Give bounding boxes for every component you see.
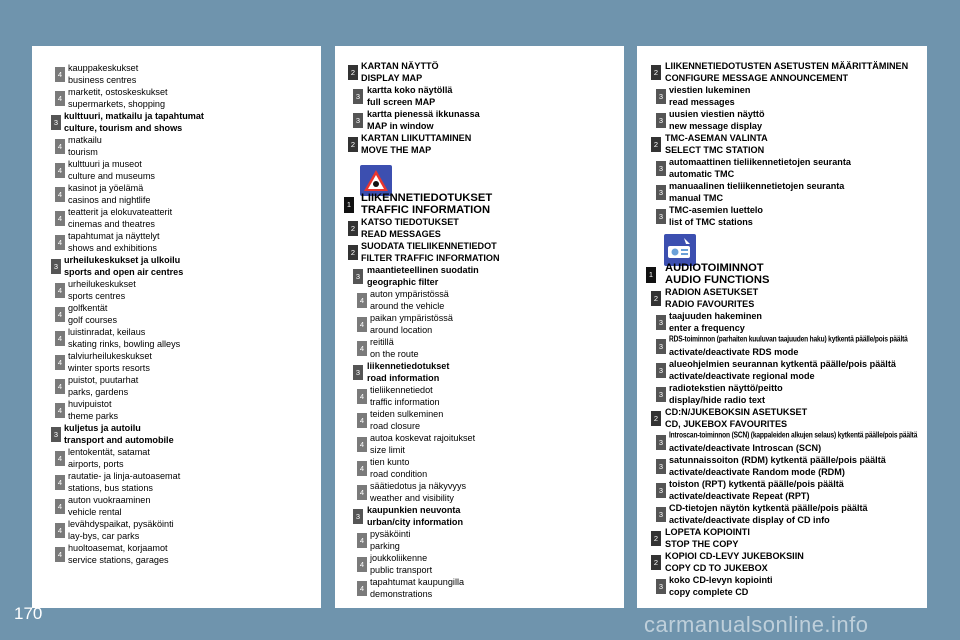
level-badge: 1 [344, 197, 354, 213]
level-badge: 3 [656, 339, 666, 354]
entry-text-english: enter a frequency [669, 323, 745, 333]
entry-text-english: copy complete CD [669, 587, 749, 597]
level-badge: 4 [55, 211, 65, 226]
entry-text-english: sports centres [68, 291, 126, 301]
watermark: carmanualsonline.info [644, 612, 869, 637]
entry-text-local: huvipuistot [68, 399, 112, 409]
menu-entry-level-3 [32, 254, 321, 278]
entry-text-local: automaattinen tieliikennetietojen seuranta [669, 157, 851, 167]
entry-text-english: on the route [370, 349, 419, 359]
menu-entry-level-3 [637, 156, 927, 180]
entry-text-english: RADIO FAVOURITES [665, 299, 755, 309]
menu-entry-level-4 [335, 552, 624, 576]
entry-text-local: auton vuokraaminen [68, 495, 151, 505]
menu-entry-level-2 [335, 216, 624, 240]
menu-entry-level-3 [335, 504, 624, 528]
entry-text-english: culture and museums [68, 171, 155, 181]
menu-entry-level-2 [637, 286, 927, 310]
entry-text-local: paikan ympäristössä [370, 313, 453, 323]
level-badge: 4 [55, 547, 65, 562]
menu-entry-level-4 [32, 158, 321, 182]
level-badge: 3 [353, 89, 363, 104]
menu-entry-level-3 [637, 310, 927, 334]
menu-entry-level-3 [637, 478, 927, 502]
entry-text-english: culture, tourism and shows [64, 123, 183, 133]
entry-text-local: KOPIOI CD-LEVY JUKEBOKSIIN [665, 551, 804, 561]
entry-text-local: KARTAN NÄYTTÖ [361, 61, 439, 71]
level-badge: 3 [353, 269, 363, 284]
entry-text-english: tourism [68, 147, 98, 157]
entry-text-local: luistinradat, keilaus [68, 327, 146, 337]
entry-text-local: kartta koko näytöllä [367, 85, 453, 95]
entry-text-local: SUODATA TIELIIKENNETIEDOT [361, 241, 497, 251]
entry-text-english: supermarkets, shopping [68, 99, 166, 109]
menu-entry-level-4 [32, 206, 321, 230]
entry-text-english: activate/deactivate Repeat (RPT) [669, 491, 810, 501]
entry-text-local: matkailu [68, 135, 102, 145]
level-badge: 2 [348, 245, 358, 260]
level-badge: 4 [357, 413, 367, 428]
entry-text-local: LOPETA KOPIOINTI [665, 527, 750, 537]
menu-entry-level-4 [335, 408, 624, 432]
level-badge: 4 [55, 499, 65, 514]
entry-text-local: tapahtumat kaupungilla [370, 577, 465, 587]
entry-text-local: teatterit ja elokuvateatterit [68, 207, 173, 217]
entry-text-english: around the vehicle [370, 301, 445, 311]
entry-text-local: kuljetus ja autoilu [64, 423, 141, 433]
entry-text-local: koko CD-levyn kopiointi [669, 575, 773, 585]
entry-text-local: urheilukeskukset [68, 279, 136, 289]
entry-text-local: kasinot ja yöelämä [68, 183, 144, 193]
menu-entry-level-4 [32, 542, 321, 566]
menu-entry-level-2 [637, 526, 927, 550]
entry-text-english: activate/deactivate Random mode (RDM) [669, 467, 845, 477]
level-badge: 4 [55, 67, 65, 82]
entry-text-local: joukkoliikenne [370, 553, 428, 563]
entry-text-english: CONFIGURE MESSAGE ANNOUNCEMENT [665, 73, 849, 83]
entry-text-english: MAP in window [367, 121, 434, 131]
entry-text-local: reitillä [370, 337, 394, 347]
level-badge: 4 [55, 331, 65, 346]
entry-text-english: casinos and nightlife [68, 195, 151, 205]
menu-entry-level-3 [335, 360, 624, 384]
entry-text-english: vehicle rental [68, 507, 122, 517]
entry-text-english: activate/deactivate display of CD info [669, 515, 830, 525]
page-number: 170 [14, 604, 43, 623]
entry-text-local: kartta pienessä ikkunassa [367, 109, 480, 119]
level-badge: 3 [51, 115, 61, 130]
entry-text-local: CD-tietojen näytön kytkentä päälle/pois päältä [669, 503, 868, 513]
entry-text-english: theme parks [68, 411, 119, 421]
entry-text-english: READ MESSAGES [361, 229, 441, 239]
menu-entry-level-3 [637, 358, 927, 382]
level-badge: 4 [357, 485, 367, 500]
menu-entry-level-4 [32, 494, 321, 518]
menu-entry-level-4 [335, 288, 624, 312]
level-badge: 3 [656, 363, 666, 378]
entry-text-english: geographic filter [367, 277, 439, 287]
level-badge: 4 [357, 341, 367, 356]
menu-entry-level-3 [335, 264, 624, 288]
entry-text-local: KATSO TIEDOTUKSET [361, 217, 459, 227]
entry-text-english: public transport [370, 565, 433, 575]
menu-entry-level-2 [335, 60, 624, 84]
level-badge: 4 [55, 91, 65, 106]
entry-text-local: kulttuuri ja museot [68, 159, 142, 169]
entry-text-english: SELECT TMC STATION [665, 145, 765, 155]
menu-entry-level-2 [637, 132, 927, 156]
entry-text-local: LIIKENNETIEDOTUSTEN ASETUSTEN MÄÄRITTÄMINEN [665, 61, 909, 71]
entry-text-local: puistot, puutarhat [68, 375, 139, 385]
level-badge: 1 [646, 267, 656, 283]
entry-text-english: size limit [370, 445, 405, 455]
level-badge: 2 [651, 411, 661, 426]
level-badge: 4 [55, 451, 65, 466]
level-badge: 4 [357, 461, 367, 476]
entry-text-local: säätiedotus ja näkyvyys [370, 481, 467, 491]
entry-text-english: manual TMC [669, 193, 724, 203]
section-audio-functions [637, 262, 927, 286]
level-badge: 2 [348, 65, 358, 80]
level-badge: 4 [55, 475, 65, 490]
level-badge: 4 [55, 379, 65, 394]
menu-entry-level-4 [32, 182, 321, 206]
entry-text-local: levähdyspaikat, pysäköinti [68, 519, 174, 529]
entry-text-local: RDS-toiminnon (parhaiten kuuluvan taajuuden haku) kytkentä päälle/pois päältä [669, 334, 908, 344]
menu-entry-level-2 [637, 406, 927, 430]
menu-list-col3 [637, 286, 927, 598]
level-badge: 3 [656, 483, 666, 498]
menu-entry-level-4 [335, 456, 624, 480]
entry-text-english: skating rinks, bowling alleys [68, 339, 181, 349]
entry-text-local: alueohjelmien seurannan kytkentä päälle/pois päältä [669, 359, 896, 369]
entry-text-english: road condition [370, 469, 428, 479]
entry-text-english: read messages [669, 97, 735, 107]
level-badge: 4 [55, 163, 65, 178]
entry-text-local: toiston (RPT) kytkentä päälle/pois päältä [669, 479, 844, 489]
entry-text-local: maantieteellinen suodatin [367, 265, 479, 275]
entry-text-english: service stations, garages [68, 555, 169, 565]
entry-text-local: autoa koskevat rajoitukset [370, 433, 476, 443]
menu-entry-level-3 [32, 422, 321, 446]
menu-entry-level-4 [32, 302, 321, 326]
entry-text-english: FILTER TRAFFIC INFORMATION [361, 253, 500, 263]
level-badge: 3 [656, 89, 666, 104]
section-heading [637, 262, 927, 286]
menu-entry-level-3 [637, 204, 927, 228]
menu-entry-level-3 [637, 454, 927, 478]
entry-text-english: list of TMC stations [669, 217, 753, 227]
entry-text-english: traffic information [370, 397, 440, 407]
menu-entry-level-3 [637, 84, 927, 108]
level-badge: 2 [651, 65, 661, 80]
entry-text-english: lay-bys, car parks [68, 531, 140, 541]
entry-text-english: golf courses [68, 315, 118, 325]
entry-text-local: liikennetiedotukset [367, 361, 450, 371]
entry-text-english: shows and exhibitions [68, 243, 157, 253]
menu-list-col2-top [335, 60, 624, 156]
menu-panel-left [32, 46, 321, 608]
entry-text-local: golfkentät [68, 303, 108, 313]
entry-text-local: teiden sulkeminen [370, 409, 444, 419]
level-badge: 4 [55, 139, 65, 154]
entry-text-local: kauppakeskukset [68, 63, 139, 73]
entry-text-english: winter sports resorts [68, 363, 150, 373]
entry-text-english: AUDIO FUNCTIONS [665, 274, 770, 286]
level-badge: 2 [348, 221, 358, 236]
entry-text-english: transport and automobile [64, 435, 174, 445]
level-badge: 3 [656, 161, 666, 176]
entry-text-local: manuaalinen tieliikennetietojen seuranta [669, 181, 845, 191]
entry-text-local: auton ympäristössä [370, 289, 449, 299]
menu-panel-middle [335, 46, 624, 608]
menu-entry-level-4 [32, 326, 321, 350]
entry-text-local: viestien lukeminen [669, 85, 751, 95]
entry-text-english: full screen MAP [367, 97, 436, 107]
entry-text-english: STOP THE COPY [665, 539, 739, 549]
entry-text-local: kaupunkien neuvonta [367, 505, 461, 515]
menu-entry-level-3 [335, 84, 624, 108]
menu-entry-level-4 [32, 134, 321, 158]
entry-text-english: automatic TMC [669, 169, 735, 179]
level-badge: 3 [656, 579, 666, 594]
level-badge: 4 [55, 403, 65, 418]
level-badge: 3 [656, 209, 666, 224]
menu-entry-level-3 [637, 502, 927, 526]
menu-entry-level-4 [32, 62, 321, 86]
menu-entry-level-3 [335, 108, 624, 132]
level-badge: 3 [353, 365, 363, 380]
entry-text-english: MOVE THE MAP [361, 145, 432, 155]
menu-entry-level-4 [335, 480, 624, 504]
entry-text-local: lentokentät, satamat [68, 447, 150, 457]
entry-text-english: business centres [68, 75, 137, 85]
level-badge: 3 [353, 509, 363, 524]
level-badge: 2 [651, 291, 661, 306]
level-badge: 4 [357, 581, 367, 596]
menu-entry-level-2 [637, 550, 927, 574]
menu-entry-level-4 [32, 398, 321, 422]
entry-text-local: KARTAN LIIKUTTAMINEN [361, 133, 472, 143]
level-badge: 3 [353, 113, 363, 128]
entry-text-english: activate/deactivate Introscan (SCN) [669, 443, 822, 453]
menu-entry-level-3 [32, 110, 321, 134]
entry-text-english: cinemas and theatres [68, 219, 155, 229]
entry-text-english: stations, bus stations [68, 483, 153, 493]
menu-entry-level-3 [637, 180, 927, 204]
entry-text-english: weather and visibility [370, 493, 454, 503]
menu-entry-level-4 [32, 518, 321, 542]
level-badge: 4 [357, 533, 367, 548]
entry-text-local: huoltoasemat, korjaamot [68, 543, 168, 553]
menu-entry-level-3 [637, 430, 927, 454]
level-badge: 4 [357, 437, 367, 452]
entry-text-english: road closure [370, 421, 421, 431]
menu-entry-level-3 [637, 108, 927, 132]
menu-panel-right [637, 46, 927, 608]
menu-entry-level-4 [335, 336, 624, 360]
menu-entry-level-4 [32, 374, 321, 398]
entry-text-local: urheilukeskukset ja ulkoilu [64, 255, 181, 265]
entry-text-english: sports and open air centres [64, 267, 184, 277]
menu-list-col2 [335, 216, 624, 600]
menu-entry-level-4 [32, 278, 321, 302]
entry-text-english: urban/city information [367, 517, 463, 527]
menu-entry-level-4 [335, 576, 624, 600]
level-badge: 3 [656, 387, 666, 402]
entry-text-local: Introscan-toiminnon (SCN) (kappaleiden alkujen selaus) kytkentä päälle/pois päältä [669, 430, 918, 440]
level-badge: 3 [656, 113, 666, 128]
entry-text-local: kulttuuri, matkailu ja tapahtumat [64, 111, 204, 121]
entry-text-english: DISPLAY MAP [361, 73, 423, 83]
level-badge: 4 [55, 235, 65, 250]
menu-entry-level-4 [32, 350, 321, 374]
menu-list-col1 [32, 62, 321, 566]
entry-text-local: CD:N/JUKEBOKSIN ASETUKSET [665, 407, 808, 417]
entry-text-local: talviurheilukeskukset [68, 351, 152, 361]
level-badge: 3 [656, 435, 666, 450]
entry-text-local: uusien viestien näyttö [669, 109, 765, 119]
section-traffic-information [335, 192, 624, 216]
entry-text-english: CD, JUKEBOX FAVOURITES [665, 419, 788, 429]
level-badge: 4 [357, 557, 367, 572]
entry-text-english: TRAFFIC INFORMATION [361, 204, 491, 216]
level-badge: 2 [651, 137, 661, 152]
menu-entry-level-4 [32, 230, 321, 254]
menu-entry-level-2 [335, 132, 624, 156]
menu-entry-level-3 [637, 382, 927, 406]
entry-text-english: parks, gardens [68, 387, 129, 397]
entry-text-local: AUDIOTOIMINNOT [665, 262, 764, 274]
level-badge: 3 [51, 427, 61, 442]
section-heading [335, 192, 624, 216]
entry-text-english: road information [367, 373, 440, 383]
level-badge: 2 [651, 555, 661, 570]
entry-text-local: tapahtumat ja näyttelyt [68, 231, 160, 241]
level-badge: 4 [357, 389, 367, 404]
level-badge: 3 [656, 185, 666, 200]
level-badge: 4 [357, 317, 367, 332]
menu-entry-level-2 [637, 60, 927, 84]
level-badge: 4 [55, 355, 65, 370]
entry-text-english: demonstrations [370, 589, 433, 599]
entry-text-local: marketit, ostoskeskukset [68, 87, 168, 97]
entry-text-local: TMC-ASEMAN VALINTA [665, 133, 768, 143]
entry-text-local: radiotekstien näyttö/peitto [669, 383, 783, 393]
level-badge: 4 [55, 307, 65, 322]
entry-text-local: taajuuden hakeminen [669, 311, 762, 321]
menu-entry-level-4 [32, 470, 321, 494]
menu-entry-level-3 [637, 334, 927, 358]
entry-text-local: rautatie- ja linja-autoasemat [68, 471, 181, 481]
level-badge: 2 [651, 531, 661, 546]
entry-text-local: pysäköinti [370, 529, 411, 539]
menu-entry-level-4 [32, 86, 321, 110]
level-badge: 3 [656, 315, 666, 330]
entry-text-local: LIIKENNETIEDOTUKSET [361, 192, 493, 204]
level-badge: 3 [51, 259, 61, 274]
entry-text-english: activate/deactivate regional mode [669, 371, 815, 381]
level-badge: 3 [656, 459, 666, 474]
entry-text-english: parking [370, 541, 400, 551]
level-badge: 3 [656, 507, 666, 522]
level-badge: 4 [55, 523, 65, 538]
level-badge: 4 [55, 187, 65, 202]
menu-entry-level-2 [335, 240, 624, 264]
level-badge: 4 [357, 293, 367, 308]
entry-text-english: display/hide radio text [669, 395, 766, 405]
entry-text-english: activate/deactivate RDS mode [669, 347, 799, 357]
entry-text-local: satunnaissoiton (RDM) kytkentä päälle/pois päältä [669, 455, 886, 465]
entry-text-english: COPY CD TO JUKEBOX [665, 563, 768, 573]
level-badge: 4 [55, 283, 65, 298]
menu-entry-level-4 [335, 312, 624, 336]
menu-entry-level-4 [32, 446, 321, 470]
entry-text-local: TMC-asemien luettelo [669, 205, 763, 215]
menu-entry-level-4 [335, 432, 624, 456]
menu-entry-level-3 [637, 574, 927, 598]
menu-entry-level-4 [335, 528, 624, 552]
entry-text-local: tien kunto [370, 457, 410, 467]
menu-entry-level-4 [335, 384, 624, 408]
entry-text-english: around location [370, 325, 433, 335]
entry-text-local: RADION ASETUKSET [665, 287, 759, 297]
entry-text-local: tieliikennetiedot [370, 385, 433, 395]
entry-text-english: new message display [669, 121, 763, 131]
level-badge: 2 [348, 137, 358, 152]
menu-list-col3-top [637, 60, 927, 228]
entry-text-english: airports, ports [68, 459, 124, 469]
